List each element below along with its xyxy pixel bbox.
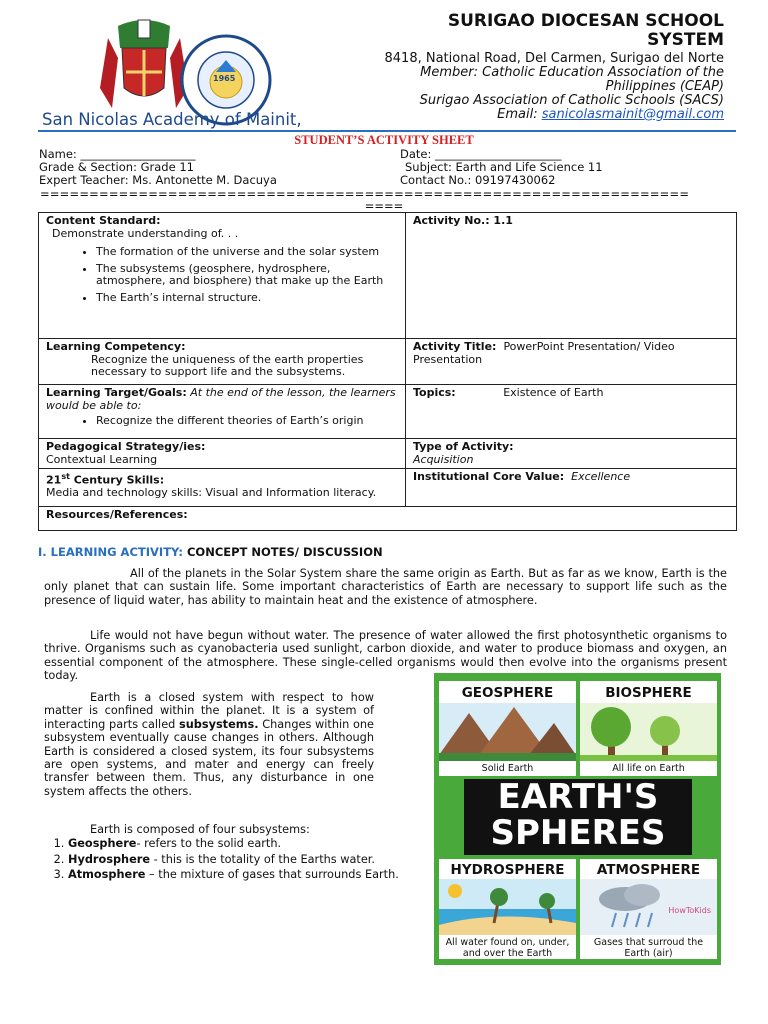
divider-line-tail: ==== <box>364 199 404 213</box>
center-line-2: SPHERES <box>490 813 666 853</box>
strategy-cell <box>39 439 406 469</box>
type-text: Acquisition <box>413 452 474 466</box>
target-text: At the end of the lesson, the learners would be able to: <box>46 386 396 412</box>
strategy-text: Contextual Learning <box>46 452 158 466</box>
target-cell <box>39 385 406 439</box>
activity-title-label: Activity Title: <box>413 340 497 353</box>
type-label: Type of Activity: <box>413 440 514 453</box>
paragraph-3: Earth is a closed system with respect to how matter is confined within the planet. It is a system of interacting parts called subsystems. Changes within one subsystem eventually cause changes in others. Although Earth is considered a closed system, its four subsystems are open systems, and mater and energy can freely transfer between them. Thus, any disturbance in one system affects the others. <box>44 691 374 798</box>
subsystems-list <box>18 837 424 884</box>
resources-label: Resources/References: <box>46 508 188 521</box>
date-field[interactable]: Date: ______________________ <box>400 147 562 161</box>
core-value-label: Institutional Core Value: <box>413 470 565 483</box>
section-heading <box>38 545 383 559</box>
paragraph-1: All of the planets in the Solar System share the same origin as Earth. But as far as we know, Earth is the only planet that can sustain life. Some important characteristics of Earth are necessary to support life such as the presence of liquid water, has ability to maintain heat and the existence of atmosphere. <box>44 567 727 607</box>
school-system-title: SURIGAO DIOCESAN SCHOOL SYSTEM <box>447 11 724 50</box>
poster-center-banner <box>464 779 692 855</box>
activity-no: Activity No.: 1.1 <box>413 214 513 227</box>
biosphere-title: BIOSPHERE <box>605 685 692 701</box>
divider-line: ================================================================== <box>40 188 690 201</box>
academy-name: San Nicolas Academy of Mainit, <box>42 110 302 129</box>
content-standard-list <box>46 246 398 304</box>
atmosphere-title: ATMOSPHERE <box>596 862 701 878</box>
watermark: HowToKids <box>668 906 711 915</box>
activity-no-cell <box>406 213 737 339</box>
competency-text: Recognize the uniqueness of the earth properties necessary to support life and the subsystems. <box>91 352 364 378</box>
activity-table <box>38 212 737 531</box>
competency-label: Learning Competency: <box>46 340 186 353</box>
activity-title-cell <box>406 339 737 385</box>
email-line <box>304 107 724 122</box>
content-standard-cell <box>39 213 406 339</box>
skills-text: Media and technology skills: Visual and Information literacy. <box>46 486 377 500</box>
hydrosphere-panel <box>439 859 576 959</box>
list-item: • Recognize the different theories of Earth’s origin <box>96 415 398 428</box>
school-address: 8418, National Road, Del Carmen, Surigao del Norte <box>384 51 724 66</box>
grade-section: Grade & Section: Grade 11 <box>39 160 194 174</box>
resources-cell <box>39 507 737 531</box>
member-line-2: Philippines (CEAP) <box>605 79 724 94</box>
contact: Contact No.: 09197430062 <box>400 173 556 187</box>
skills-cell <box>39 469 406 507</box>
member-line-1: Member: Catholic Education Association of the <box>420 65 724 80</box>
center-line-1: EARTH'S <box>497 777 659 817</box>
list-item: 3. Atmosphere – the mixture of gases that surrounds Earth. <box>68 868 424 882</box>
paragraph-2: Life would not have begun without water. The presence of water allowed the first photosynthetic organisms to thrive. Organisms such as cyanobacteria used sunlight, carbon dioxide, and water to produce biomass and oxygen, an essential component of the atmosphere. These single-celled organisms would then evolve into the organisms present today. <box>44 629 727 683</box>
tree-icon <box>580 703 717 761</box>
target-list <box>46 415 398 428</box>
list-item: 1. Geosphere- refers to the solid earth. <box>68 837 424 851</box>
atmosphere-caption: Gases that surroud the Earth (air) <box>593 937 704 959</box>
activity-title-text: PowerPoint Presentation/ Video Presentation <box>413 340 675 366</box>
seal-year: 1965 <box>213 74 236 83</box>
association-line: Surigao Association of Catholic Schools (SACS) <box>419 93 724 108</box>
biosphere-panel <box>580 681 717 776</box>
list-item: • The formation of the universe and the solar system <box>96 246 398 259</box>
skills-label: 21st Century Skills: <box>46 472 165 487</box>
beach-icon <box>439 879 576 935</box>
type-cell <box>406 439 737 469</box>
list-item: • The subsystems (geosphere, hydrosphere, atmosphere, and biosphere) that make up the Earth <box>96 263 398 288</box>
hydrosphere-title: HYDROSPHERE <box>450 862 565 878</box>
content-standard-intro: Demonstrate understanding of. . . <box>52 226 239 240</box>
hydrosphere-caption: All water found on, under, and over the Earth <box>445 937 570 959</box>
section-heading-text: CONCEPT NOTES/ DISCUSSION <box>182 545 383 559</box>
diocesan-crest <box>98 18 190 110</box>
earths-spheres-poster <box>434 673 721 965</box>
paragraph-4: Earth is composed of four subsystems: <box>90 823 310 836</box>
biosphere-caption: All life on Earth <box>612 763 685 774</box>
section-heading-number: I. LEARNING ACTIVITY: <box>38 545 183 559</box>
competency-cell <box>39 339 406 385</box>
list-item: 2. Hydrosphere - this is the totality of the Earths water. <box>68 853 424 867</box>
list-item: • The Earth’s internal structure. <box>96 292 398 305</box>
email-link[interactable]: sanicolasmainit@gmail.com <box>541 107 724 122</box>
topics-label: Topics: <box>413 386 456 399</box>
name-field[interactable]: Name: ____________________ <box>39 147 196 161</box>
topics-cell <box>406 385 737 439</box>
core-value-text: Excellence <box>571 470 631 483</box>
topics-text: Existence of Earth <box>503 386 604 399</box>
mountains-icon <box>439 703 576 761</box>
teacher: Expert Teacher: Ms. Antonette M. Dacuya <box>39 173 277 187</box>
geosphere-panel <box>439 681 576 776</box>
header-rule <box>38 130 736 132</box>
email-label: Email: <box>497 107 542 122</box>
atmosphere-panel <box>580 859 717 959</box>
sheet-title: STUDENT’S ACTIVITY SHEET <box>294 133 474 147</box>
content-standard-label: Content Standard: <box>46 214 161 227</box>
core-value-cell <box>406 469 737 507</box>
subject: Subject: Earth and Life Science 11 <box>405 160 603 174</box>
strategy-label: Pedagogical Strategy/ies: <box>46 440 206 453</box>
geosphere-title: GEOSPHERE <box>461 685 554 701</box>
geosphere-caption: Solid Earth <box>481 763 534 774</box>
target-label: Learning Target/Goals: <box>46 386 187 399</box>
